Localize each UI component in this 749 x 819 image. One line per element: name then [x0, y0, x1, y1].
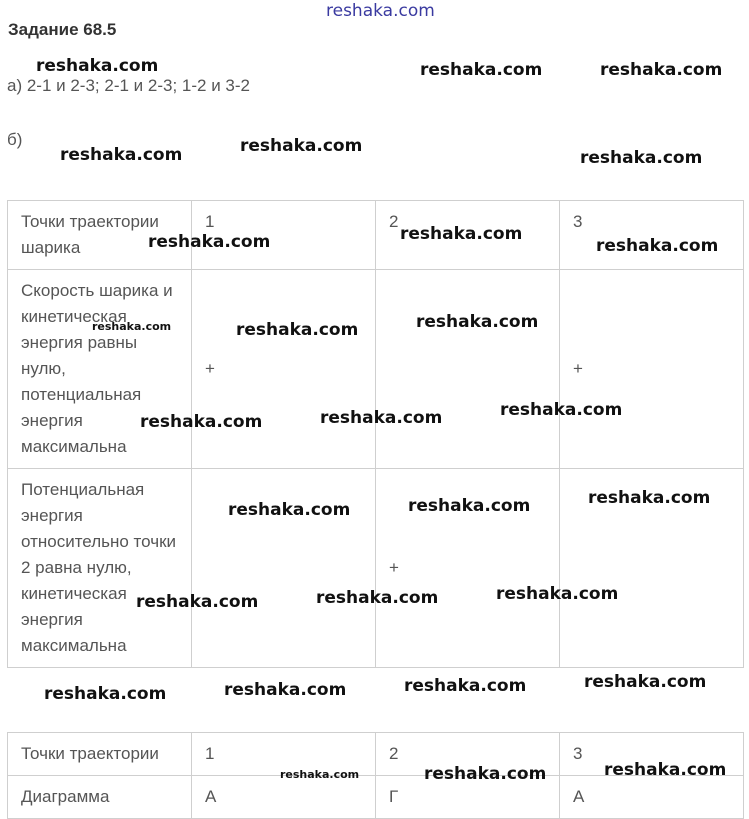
watermark: reshaka.com: [136, 592, 259, 612]
watermark: reshaka.com: [140, 412, 263, 432]
table-cell: +: [376, 469, 560, 668]
watermark: reshaka.com: [496, 584, 619, 604]
table-cell: Скорость шарика и кинетическая энергия равны нулю, потенциальная энергия максимальна: [8, 270, 192, 469]
table-cell: Диаграмма: [8, 776, 192, 819]
watermark: reshaka.com: [588, 488, 711, 508]
table-cell: 3: [560, 733, 744, 776]
table-cell: 3: [560, 201, 744, 270]
table-row: [8, 201, 744, 270]
watermark: reshaka.com: [596, 236, 719, 256]
table-cell: Точки траектории: [8, 733, 192, 776]
watermark: reshaka.com: [280, 768, 360, 781]
table-row: [8, 776, 744, 819]
watermark: reshaka.com: [224, 680, 347, 700]
table-cell: +: [560, 270, 744, 469]
table-cell: Точки траектории шарика: [8, 201, 192, 270]
table-cell: А: [560, 776, 744, 819]
watermark: reshaka.com: [500, 400, 623, 420]
watermark: reshaka.com: [240, 136, 363, 156]
table-cell: 2: [376, 733, 560, 776]
watermark: reshaka.com: [404, 676, 527, 696]
watermark: reshaka.com: [316, 588, 439, 608]
table-cell: Г: [376, 776, 560, 819]
table-cell: [376, 270, 560, 469]
watermark: reshaka.com: [60, 145, 183, 165]
watermark: reshaka.com: [36, 56, 159, 76]
watermark: reshaka.com: [320, 408, 443, 428]
table-cell: 2: [376, 201, 560, 270]
watermark: reshaka.com: [416, 312, 539, 332]
watermark: reshaka.com: [584, 672, 707, 692]
watermark: reshaka.com: [600, 60, 723, 80]
table-cell: Потенциальная энергия относительно точки 2 равна нулю, кинетическая энергия максимальна: [8, 469, 192, 668]
watermark: reshaka.com: [228, 500, 351, 520]
answer-a: а) 2-1 и 2-3; 2-1 и 2-3; 1-2 и 3-2: [7, 76, 250, 95]
watermark: reshaka.com: [236, 320, 359, 340]
watermark: reshaka.com: [420, 60, 543, 80]
site-header-link[interactable]: reshaka.com: [326, 1, 435, 21]
answer-b-label: б): [7, 130, 23, 149]
watermark: reshaka.com: [580, 148, 703, 168]
table-cell: 1: [192, 201, 376, 270]
watermark: reshaka.com: [408, 496, 531, 516]
watermark: reshaka.com: [92, 320, 172, 333]
table-cell: 1: [192, 733, 376, 776]
table-cell: +: [192, 270, 376, 469]
task-title: Задание 68.5: [8, 20, 117, 39]
watermark: reshaka.com: [424, 764, 547, 784]
watermark: reshaka.com: [400, 224, 523, 244]
watermark: reshaka.com: [148, 232, 271, 252]
table-cell: А: [192, 776, 376, 819]
table-row: [8, 270, 744, 469]
watermark: reshaka.com: [604, 760, 727, 780]
table-cell: [192, 469, 376, 668]
watermark: reshaka.com: [44, 684, 167, 704]
